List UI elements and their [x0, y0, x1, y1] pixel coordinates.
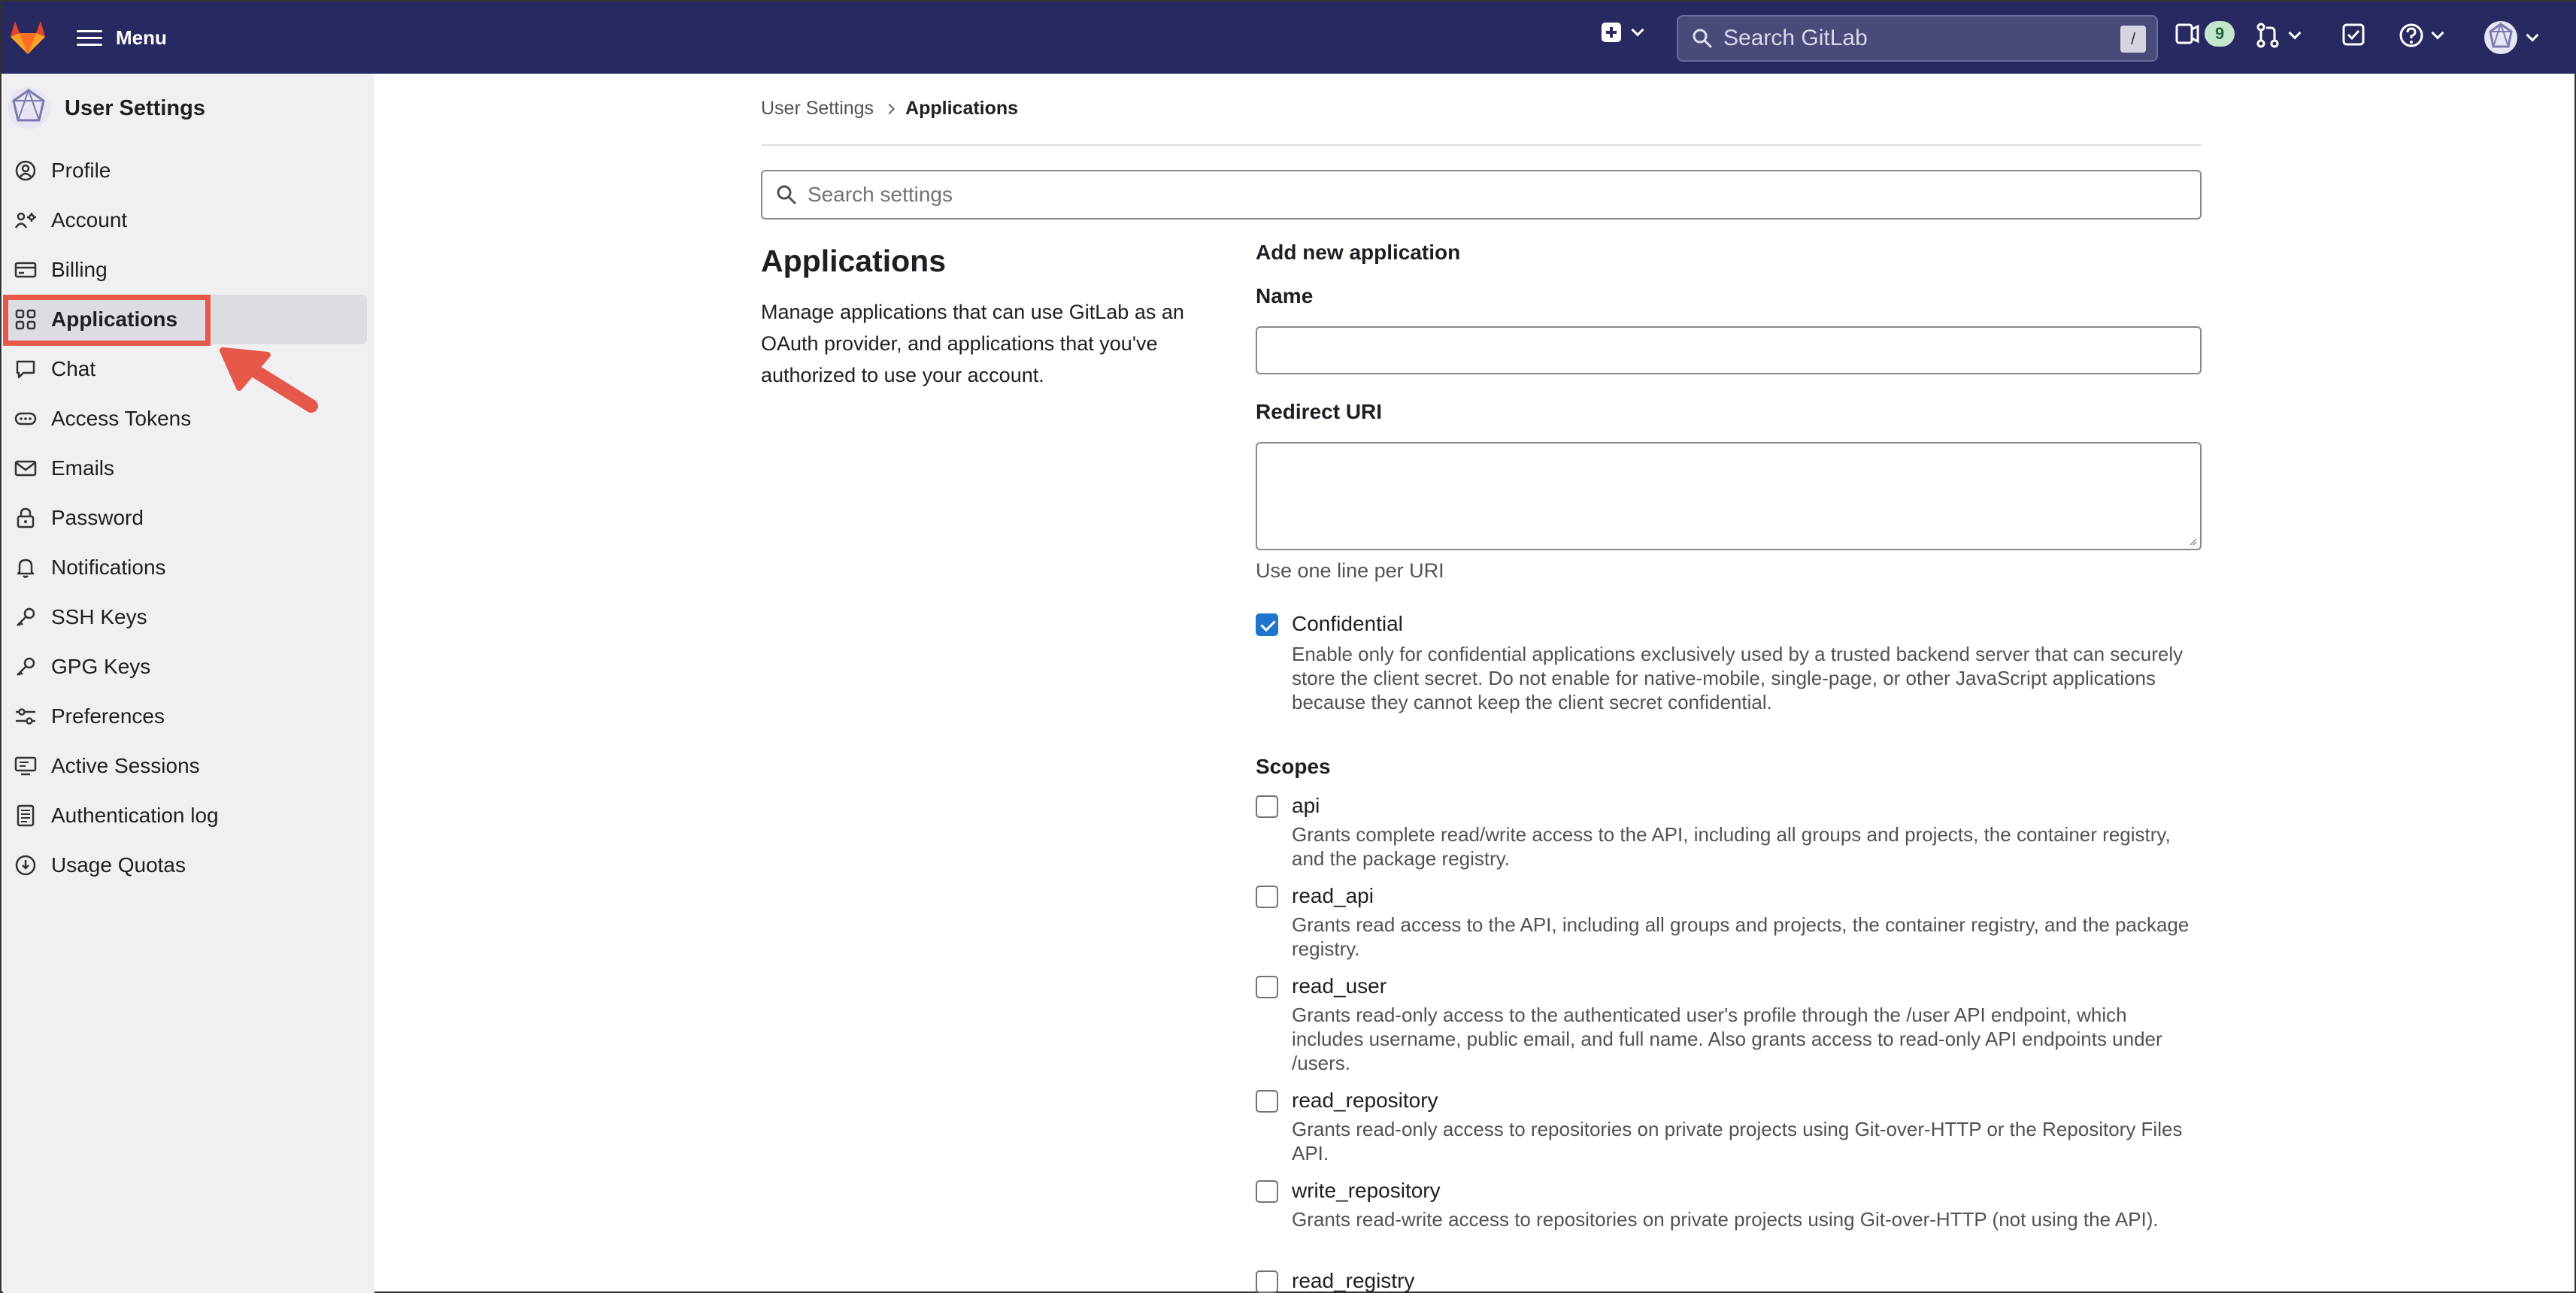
sidebar-item-authentication-log[interactable] [3, 791, 374, 840]
sidebar [3, 74, 374, 1293]
annotation-arrow-icon [214, 341, 326, 416]
scope-api-checkbox[interactable] [1256, 795, 1278, 818]
form-heading: Add new application [1256, 241, 1461, 264]
confidential-checkbox[interactable] [1256, 613, 1278, 636]
section-description: Manage applications that can use GitLab as an OAuth provider, and applications that you've authorized to use your account. [761, 301, 1184, 386]
sidebar-item-label: Password [51, 506, 144, 529]
scope-read-user-label[interactable]: read_user [1292, 974, 1387, 998]
sidebar-item-label: SSH Keys [51, 605, 147, 628]
issues-icon [2174, 22, 2200, 46]
scope-read-registry-checkbox[interactable] [1256, 1270, 1278, 1293]
merge-requests-button[interactable] [2256, 23, 2299, 48]
resize-handle-icon[interactable] [2188, 537, 2197, 546]
search-shortcut-key: / [2120, 26, 2146, 53]
page-title: Applications [761, 244, 947, 278]
scope-write-repository-description: Grants read-write access to repositories on private projects using Git-over-HTTP (not using the API). [1292, 1208, 2159, 1231]
plus-square-icon [1602, 23, 1621, 42]
chevron-down-icon [1632, 24, 1644, 37]
scope-read-api-description: Grants read access to the API, including all groups and projects, the container registry, and the package registry. [1292, 913, 2190, 960]
sidebar-item-account[interactable] [3, 195, 374, 245]
sidebar-item-label: Chat [51, 357, 96, 380]
todo-checkbox-icon [2341, 23, 2365, 47]
scope-read-api-checkbox[interactable] [1256, 886, 1278, 908]
sidebar-item-active-sessions[interactable] [3, 741, 374, 791]
breadcrumb-parent-link[interactable]: User Settings [761, 98, 874, 119]
sidebar-nav [3, 146, 374, 890]
sidebar-item-ssh-keys[interactable] [3, 592, 374, 642]
sidebar-item-profile[interactable] [3, 146, 374, 195]
key-icon [14, 655, 38, 679]
issues-count-badge: 9 [2205, 21, 2235, 47]
sidebar-item-emails[interactable] [3, 444, 374, 493]
preferences-icon [14, 704, 38, 728]
sidebar-item-label: Access Tokens [51, 407, 192, 430]
chat-icon [14, 357, 38, 381]
breadcrumb-current[interactable]: Applications [905, 98, 1019, 119]
scope-read-user-checkbox[interactable] [1256, 976, 1278, 998]
search-icon [1692, 28, 1713, 49]
sidebar-item-usage-quotas[interactable] [3, 840, 374, 890]
confidential-label[interactable]: Confidential [1292, 612, 1403, 635]
sidebar-item-label: Account [51, 208, 128, 232]
chevron-down-icon [2289, 27, 2302, 40]
sidebar-item-preferences[interactable] [3, 692, 374, 741]
scope-read-repository-description: Grants read-only access to repositories on private projects using Git-over-HTTP or the Repository Files API. [1292, 1118, 2183, 1164]
scope-api-label[interactable]: api [1292, 794, 1320, 817]
sidebar-item-label: GPG Keys [51, 655, 151, 678]
sidebar-item-label: Billing [51, 258, 108, 281]
log-icon [14, 804, 38, 828]
settings-search-input[interactable] [761, 170, 2202, 220]
lock-icon [14, 506, 38, 530]
quota-icon [14, 853, 38, 877]
bell-icon [14, 556, 38, 580]
issues-button[interactable] [2174, 21, 2235, 47]
menu-label: Menu [116, 26, 167, 49]
sidebar-item-label: Active Sessions [51, 754, 200, 777]
redirect-uri-help: Use one line per URI [1256, 559, 1444, 582]
sidebar-item-billing[interactable] [3, 245, 374, 295]
new-dropdown-button[interactable] [1602, 23, 1642, 42]
sidebar-item-label: Preferences [51, 704, 165, 728]
help-icon [2399, 23, 2424, 48]
sidebar-item-notifications[interactable] [3, 543, 374, 592]
key-icon [14, 605, 38, 629]
monitor-icon [14, 754, 38, 778]
annotation-highlight-box [3, 295, 211, 346]
gitlab-logo[interactable] [8, 17, 48, 57]
chevron-down-icon [2432, 27, 2444, 40]
menu-button[interactable] [77, 20, 167, 56]
search-placeholder: Search GitLab [1723, 26, 1868, 50]
sidebar-item-label: Usage Quotas [51, 853, 186, 877]
redirect-uri-textarea[interactable] [1256, 442, 2202, 550]
billing-icon [14, 258, 38, 282]
hamburger-icon [77, 29, 102, 47]
sidebar-item-gpg-keys[interactable] [3, 642, 374, 692]
settings-search-placeholder: Search settings [808, 183, 953, 206]
scope-write-repository-checkbox[interactable] [1256, 1180, 1278, 1203]
account-icon [14, 208, 38, 232]
global-search-input[interactable] [1677, 15, 2158, 62]
sidebar-item-label: Notifications [51, 556, 166, 579]
scope-read-registry-label[interactable]: read_registry [1292, 1269, 1415, 1292]
scope-read-repository-checkbox[interactable] [1256, 1090, 1278, 1113]
sidebar-item-label: Emails [51, 456, 115, 480]
profile-icon [14, 159, 38, 183]
mail-icon [14, 456, 38, 480]
confidential-description: Enable only for confidential applications exclusively used by a trusted backend server that can securely store the client secret. Do not enable for native-mobile, single-page, or other JavaScript applications because they cannot keep the client secret confidential. [1292, 643, 2184, 713]
top-navbar [2, 2, 2576, 74]
chevron-right-icon [884, 103, 895, 114]
breadcrumb-divider [761, 144, 2202, 146]
search-icon [776, 184, 797, 205]
chevron-down-icon [2526, 29, 2539, 42]
redirect-uri-label: Redirect URI [1256, 400, 1383, 423]
scope-read-user-description: Grants read-only access to the authenticated user's profile through the /user API endpoint, which includes username, public email, and full name. Also grants access to read-only API endpoints under /users. [1292, 1004, 2162, 1074]
breadcrumb [761, 98, 1018, 120]
name-field[interactable] [1256, 326, 2202, 374]
name-label: Name [1256, 284, 1314, 307]
scope-write-repository-label[interactable]: write_repository [1292, 1179, 1441, 1202]
scope-read-api-label[interactable]: read_api [1292, 884, 1374, 907]
sidebar-title: User Settings [65, 95, 205, 120]
avatar-icon [2483, 20, 2519, 56]
scope-read-repository-label[interactable]: read_repository [1292, 1089, 1438, 1112]
user-avatar-menu[interactable] [2483, 20, 2537, 56]
todos-button[interactable] [2341, 23, 2365, 50]
user-settings-avatar-icon [6, 86, 51, 131]
token-icon [14, 407, 38, 431]
help-button[interactable] [2399, 23, 2442, 48]
sidebar-item-label: Applications [51, 307, 178, 331]
sidebar-header[interactable] [3, 87, 205, 129]
sidebar-item-label: Authentication log [51, 804, 219, 827]
merge-request-icon [2256, 23, 2280, 48]
sidebar-item-label: Profile [51, 159, 111, 182]
scopes-label: Scopes [1256, 755, 1331, 778]
scope-api-description: Grants complete read/write access to the API, including all groups and projects, the container registry, and the package registry. [1292, 823, 2171, 870]
sidebar-item-password[interactable] [3, 493, 374, 543]
